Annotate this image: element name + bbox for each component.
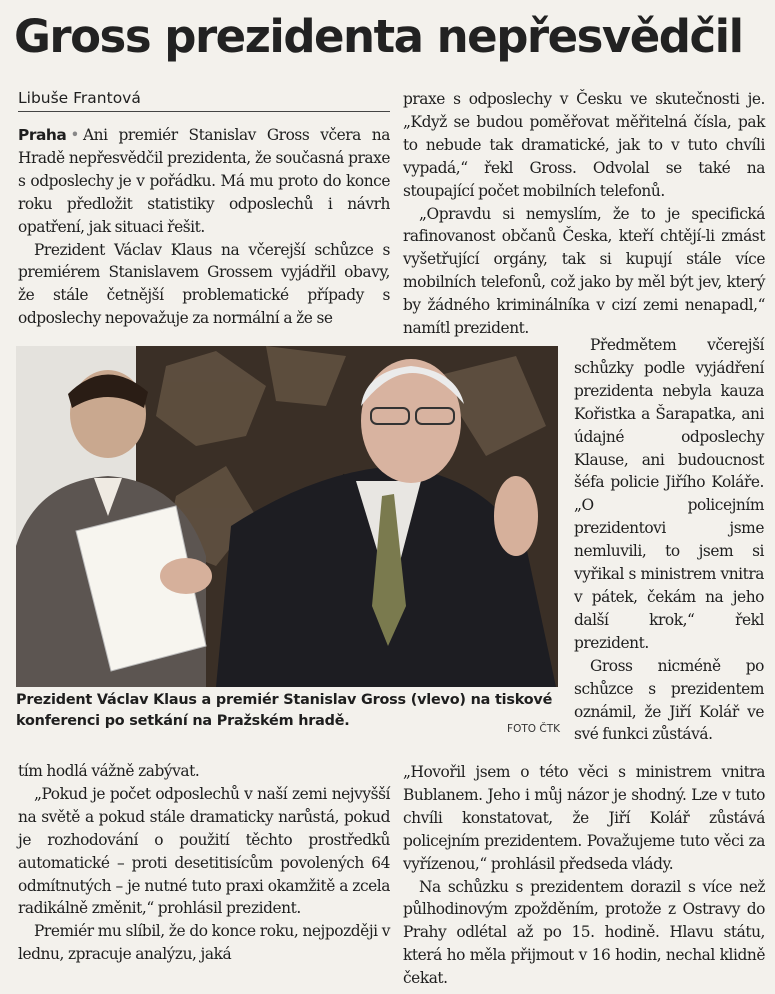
paragraph: „Hovořil jsem o této věci s ministrem vnitra Bublanem. Jeho i můj názor je shodný. Lze v tuto chvíli konstatovat, že Jiří Kolář zůstává policejním prezidentem. Považujeme tuto věci za vyřízenou,“ prohlásil předseda vlády. <box>403 763 765 873</box>
paragraph: Prezident Václav Klaus na včerejší schůzce s premiérem Stanislavem Grossem vyjádřil obavy, že stále četnější problematické případy s odposlechy nepovažuje za normální a že se <box>18 240 390 328</box>
photo-caption: Prezident Václav Klaus a premiér Stanislav Gross (vlevo) na tiskové konferenci po setkání na Pražském hradě. <box>16 692 553 729</box>
lead-paragraph <box>18 124 390 239</box>
byline: Libuše Frantová <box>18 86 390 112</box>
paragraph: praxe s odposlechy v Česku ve skutečnosti je. „Když se budou poměřovat měřitelná čísla, pak to nebude tak dramatické, jak to v tuto chvíli vypadá,“ řekl Gross. Odvolal se také na stoupající počet mobilních telefonů. <box>403 90 765 200</box>
paragraph: Gross nicméně po schůzce s prezidentem oznámil, že Jiří Kolář ve své funkci zůstává. <box>574 656 764 744</box>
paragraph: „Pokud je počet odposlechů v naší zemi nejvyšší na světě a pokud stále dramaticky narůstá, pokud je rozhodování o použití těchto prostředků automatické – proti desetitisícům povolených 64 odmítnutých – je nutné tuto praxi okamžitě a zcela radikálně změnit,“ prohlásil prezident. <box>18 784 390 918</box>
column-left-bottom <box>18 760 390 966</box>
column-right-top <box>403 88 765 340</box>
paragraph: Předmětem včerejší schůzky podle vyjádření prezidenta nebyla kauza Kořistka a Šarapatka, ani údajné odposlechy Klause, ani budoucnost šéfa policie Jiřího Koláře. „O policejním prezidentovi jsme nemluvili, to jsem si vyřikal s ministrem vnitra v pátek, čekám na jeho další krok,“ řekl prezident. <box>574 336 764 652</box>
paragraph: Na schůzku s prezidentem dorazil s více než půlhodinovým zpožděním, protože z Ostravy do Prahy odlétal až po 15. hodině. Hlavu státu, která ho měla přijmout v 16 hodin, nechal klidně čekat. <box>403 877 765 988</box>
dateline-bullet: • <box>70 126 79 144</box>
column-right-bottom <box>403 761 765 990</box>
paragraph: tím hodlá vážně zabývat. <box>18 762 200 780</box>
column-left-top <box>18 124 390 330</box>
column-narrow <box>574 334 764 746</box>
paragraph: „Opravdu si nemyslím, že to je specifická rafinovanost občanů Česka, kteří chtějí-li zmást vyšetřující orgány, tak si kupují stále více mobilních telefonů, což jako by měl být jev, který by žádného kriminálníka v cizí zemi nenapadl,“ namítl prezident. <box>403 204 765 338</box>
headline: Gross prezidenta nepřesvědčil <box>14 10 743 63</box>
photo-illustration <box>16 346 558 687</box>
photo-credit: FOTO ČTK <box>507 723 560 735</box>
news-photo <box>16 346 558 687</box>
paragraph: Premiér mu slíbil, že do konce roku, nejpozději v lednu, zpracuje analýzu, jaká <box>18 922 390 964</box>
dateline: Praha <box>18 126 67 144</box>
lead-text: Ani premiér Stanislav Gross včera na Hradě nepřesvědčil prezidenta, že současná praxe s odposlechy je v pořádku. Má mu proto do konce roku předložit statistiky odposlechů i návrh opatření, jak situaci řešit. <box>18 126 390 236</box>
